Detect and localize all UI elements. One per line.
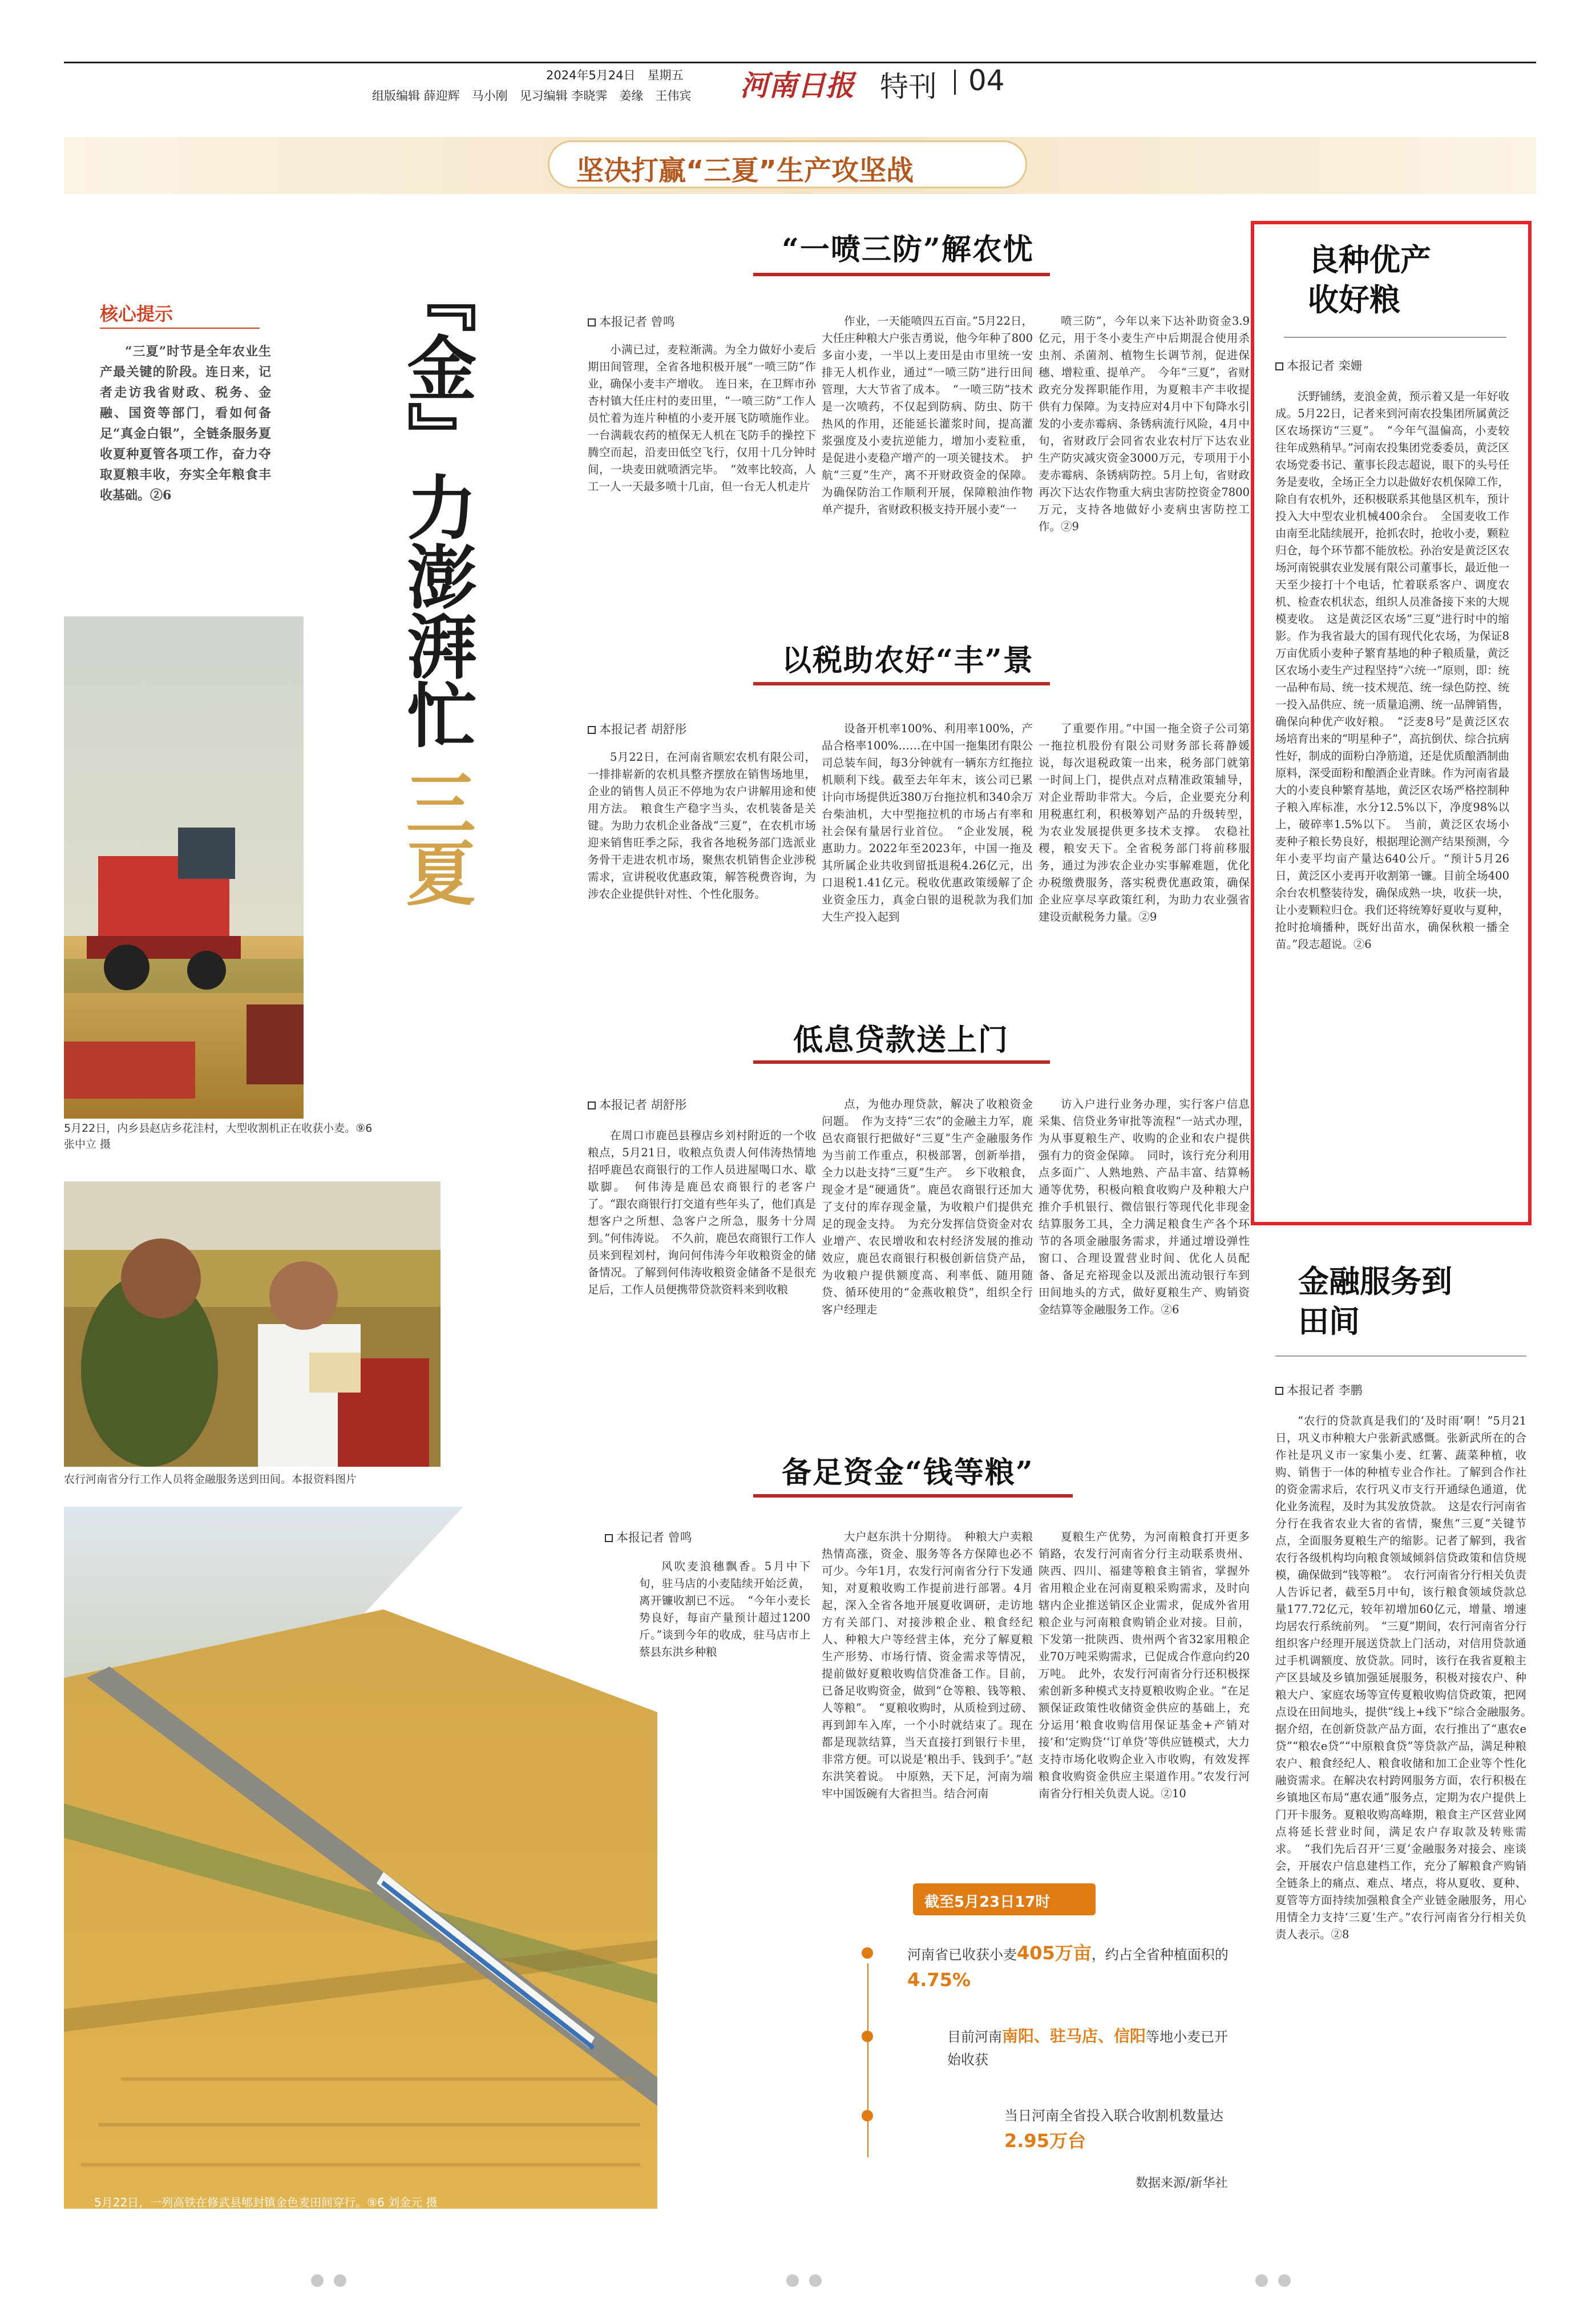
- article1-col1: 小满已过，麦粒渐满。为全力做好小麦后期田间管理，全省各地积极开展“一喷三防”作业，确保小麦丰产增收。 连日来，在卫辉市孙杏村镇大任庄村的麦田里，“一喷三防”工作人员忙着为连片种植的小麦开展飞防喷施作业。一台满载农药的植保无人机在飞防手的操控下腾空而起，沿麦田低空飞行，仅用十几分钟时间，一块麦田就喷洒完毕。 “效率比较高，人工一人一天最多喷十几亩，但一台无人机走片: [588, 343, 816, 493]
- article6-byline: 本报记者 李鹏: [1275, 1381, 1363, 1398]
- article2-byline: 本报记者 胡舒彤: [588, 720, 687, 737]
- article5-byline: 本报记者 栾姗: [1275, 357, 1363, 374]
- article2-col2: 设备开机率100%、利用率100%，产品合格率100%……在中国一拖集团有限公司总装车间，每3分钟就有一辆东方红拖拉机顺利下线。截至去年年末，该公司已累计向市场提供近380万台拖拉机和340余万台柴油机，大中型拖拉机的市场占有率和社会保有量居行业首位。 “企业发展，税惠助力。2022年至2023年，中国一拖及其所属企业共收到留抵退税4.26亿元，出口退税1.41亿元。税收优惠政策缓解了企业资金压力，真金白银的退税款为我们加大生产投入起到: [822, 722, 1033, 923]
- railway-photo: [64, 1507, 657, 2209]
- masthead-staff: 组版编辑 薛迎辉 马小刚 见习编辑 李晓霁 姜缘 王伟宾: [372, 89, 692, 103]
- core-tips-title: 核心提示: [100, 303, 173, 325]
- stats-item-2-post: 等地小麦已开始收获: [947, 2029, 1229, 2068]
- core-tips-rule: [100, 328, 260, 329]
- article5-title: 良种优产收好粮: [1308, 241, 1431, 318]
- stats-item-3: [867, 2103, 1244, 2155]
- stats-item-1-highlight2: 4.75%: [907, 1969, 971, 1991]
- railway-caption: 5月22日，一列高铁在修武县郇封镇金色麦田间穿行。⑨6 刘金元 摄: [94, 2196, 438, 2209]
- article3-col3: 访入户进行业务办理，实行客户信息采集、信贷业务审批等流程“一站式办理，为从事夏粮生产、收购的企业和农户提供强有力的资金保障。 同时，该行充分利用点多面广、人熟地熟、产品丰富、结算畅通等优势，积极向粮食收购户及种粮大户推介手机银行、微信银行等现代化非现金结算服务工具，全力满足粮食生产各个环节的各项金融服务需求，并通过增设弹性窗口、合理设置营业时间、优化人员配备、备足充裕现金以及派出流动银行车到田间地头的方式，做好夏粮生产、购销资金结算等金融服务工作。②6: [1039, 1097, 1250, 1316]
- banner-title: 坚决打赢“三夏”生产攻坚战: [576, 155, 914, 187]
- stats-item-1-highlight: 405万亩: [1017, 1942, 1092, 1964]
- pager-dot[interactable]: [809, 2274, 822, 2287]
- masthead: [64, 57, 1536, 114]
- stats-item-2: [867, 2025, 1233, 2071]
- farmers-caption: 农行河南省分行工作人员将金融服务送到田间。本报资料图片: [64, 1473, 357, 1486]
- pager-dot[interactable]: [1278, 2274, 1291, 2287]
- article6-body: “农行的贷款真是我们的‘及时雨’啊！”5月21日，巩义市种粮大户张新武感慨。张新武所在的合作社是巩义市一家集小麦、红薯、蔬菜种植，收购、销售于一体的种植专业合作社。了解到合作社的资金需求后，农行巩义市支行开通绿色通道，优化业务流程，及时为其发放贷款。 这是农行河南省分行在我省农业大省的省情，聚焦“三夏”关键节点，全面服务夏粮生产的缩影。记者了解到，我省农行各级机构均向粮食领域倾斜信贷政策和信贷规模，确保做到“钱等粮”。 农行河南省分行相关负责人告诉记者，截至5月中旬，该行粮食领域贷款总量177.72亿元，较年初增加60亿元，增量、增速均居农行系统前列。 “三夏”期间，农行河南省分行组织客户经理开展送贷款上门活动，对信用贷款通过手机调额度、放贷款。同时，该行在我省夏粮主产区县域及乡镇加强延展服务，积极对接农户、种粮大户、家庭农场等宣传夏粮收购信贷政策，把网点设在田间地头，提供“线上+线下”综合金融服务。 据介绍，在创新贷款产品方面，农行推出了“惠农e贷”“粮农e贷”“中原粮食贷”等贷款产品，满足种粮农户、粮食经纪人、粮食收储和加工企业等个性化融资需求。在解决农村跨网服务方面，农行积极在乡镇地区布局“惠农通”服务点，定期为农户提供上门开卡服务。夏粮收购高峰期，粮食主产区营业网点将延长营业时间，满足农户存取款及转账需求。 “我们先后召开‘三夏’金融服务对接会、座谈会，开展农户信息建档工作，充分了解粮食产购销全链条上的痛点、难点、堵点，将从夏收、夏种、夏管等方面持续加强粮食全产业链金融服务，用心用情全力支持‘三夏’生产。”农行河南省分行相关负责人表示。②8: [1275, 1414, 1538, 1941]
- article2-col1: 5月22日，在河南省顺宏农机有限公司，一排排崭新的农机具整齐摆放在销售场地里，企业的销售人员正不停地为农户讲解用途和使用方法。 粮食生产稳字当头，农机装备是关键。为助力农机企业备战“三夏”，在农机市场迎来销售旺季之际，我省各地税务部门选派业务骨干走进农机市场，聚焦农机销售企业涉税需求，宣讲税收优惠政策，解答税费咨询，为涉农企业提供针对性、个性化服务。: [588, 750, 816, 901]
- pager-dot[interactable]: [786, 2274, 799, 2287]
- stats-item-1: [867, 1940, 1233, 1994]
- article1-title: “一喷三防”解农忧: [782, 232, 1034, 267]
- article3-col2: 点，为他办理贷款，解决了收粮资金问题。 作为支持“三农”的金融主力军，鹿邑农商银行把做好“三夏”生产金融服务作为当前工作重点，积极部署，创新举措，全力以赴支持“三夏”生产。 乡下收粮食，现金才是“硬通货”。鹿邑农商银行还加大了支付的库存现金量，为收粮户们提供充足的现金支持。 为充分发挥信贷资金对农业增产、农民增收和农村经济发展的推动效应，鹿邑农商银行积极创新信贷产品，为收粮户提供额度高、利率低、随用随贷、循环使用的“金燕收粮贷”，组织全行客户经理走: [822, 1097, 1033, 1316]
- article4-title: 备足资金“钱等粮”: [782, 1455, 1034, 1490]
- article5-body: 沃野铺绣，麦浪金黄，预示着又是一年好收成。5月22日，记者来到河南农投集团所属黄泛区农场探访“三夏”。 “今年气温偏高，小麦较往年成熟稍早。”河南农投集团党委委员，黄泛区农场党委书记、董事长段志超说，眼下的头号任务是麦收，全场正全力以赴做好农机保障工作，除自有农机外，还积极联系其他垦区机车，预计投入大中型农业机械400余台。 全国麦收工作由南至北陆续展开，抢抓农时，抢收小麦，颗粒归仓，每个环节都不能放松。孙治安是黄泛区农场河南锐骐农业发展有限公司董事长，最近他一天至少接打十个电话，忙着联系客户、调度农机、检查农机状态，组织人员准备接下来的大规模麦收。 这是黄泛区农场“三夏”进行时中的缩影。作为我省最大的国有现代化农场，为保证8万亩优质小麦种子繁育基地的种子粮质量，黄泛区农场小麦生产过程坚持“六统一”原则，即：统一品种布局、统一技术规范、统一绿色防控、统一投入品供应、统一质量追溯、统一品牌销售，确保向种优产收好粮。 “泛麦8号”是黄泛区农场培育出来的“明星种子”，高抗倒伏、综合抗病性好，制成的面粉白净筋道，还是优质酿酒制曲原料，深受面粉和酿酒企业青睐。作为河南省最大的小麦良种繁育基地，黄泛区农场严格控制种子粮入库标准，水分12.5%以下，净度98%以上，破碎率1.5%以下。 当前，黄泛区农场小麦种子粮长势良好，根据理论测产结果预测，今年小麦平均亩产量达640公斤。“预计5月26日，黄泛区小麦再开收割第一镰。目前全场400余台农机整装待发，确保成熟一块，收获一块，让小麦颗粒归仓。我们还将统筹好夏收与夏种，抢时抢墒播种，既好出苗水，确保秋粮一播全苗。”段志超说。②6: [1275, 390, 1509, 951]
- article1-title-rule: [753, 273, 1050, 276]
- feature-title-accent: 三夏: [394, 768, 476, 907]
- article5-title-rule: [1284, 337, 1506, 338]
- article1-col2: 作业，一天能喷四五百亩。”5月22日，大任庄种粮大户张吉勇说，他今年种了800多亩小麦，一半以上麦田是由市里统一安排无人机作业，通过“一喷三防”进行田间管理，大大节省了成本。 “一喷三防”技术是一次喷药，不仅起到防病、防虫、防干热风的作用，还能延长灌浆时间，提高灌浆强度及小麦抗逆能力，增加小麦粒重，是促进小麦稳产增产的一项关键技术。 护航“三夏”生产，离不开财政资金的保障。为确保防治工作顺利开展，保障粮油作物单产提升，省财政积极支持开展小麦“一: [822, 314, 1033, 516]
- section-name: 特刊: [880, 70, 937, 103]
- core-tips-body: “三夏”时节是全年农业生产最关键的阶段。连日来，记者走访我省财政、税务、金融、国资等部门，看如何备足“真金白银”，全链条服务夏收夏种夏管各项工作，奋力夺取夏粮丰收，夯实全年粮食丰收基础。②6: [100, 344, 271, 503]
- article4-col3: 夏粮生产优势，为河南粮食打开更多销路，农发行河南省分行主动联系贵州、陕西、四川、福建等粮食主销省，掌握外省用粮企业在河南夏粮采购需求，及时向辖内企业推送销区企业需求，促成外省用粮企业与河南粮食购销企业对接。目前，下发第一批陕西、贵州两个省32家用粮企业70万吨采购需求，已促成合作意向约20万吨。 此外，农发行河南省分行还积极探索创新多种模式支持夏粮收购企业。“在足额保证政策性收储资金供应的基础上，充分运用‘粮食收购信用保证基金+产销对接’和‘定购贷’‘订单贷’等供应链模式，大力支持市场化收购企业入市收购，有效发挥粮食收购资金供应主渠道作用。”农发行河南省分行相关负责人说。②10: [1039, 1530, 1250, 1800]
- stats-item-1-post: ，约占全省种植面积的: [1091, 1947, 1229, 1963]
- stats-bullet: [862, 2031, 873, 2042]
- article4-col1: 风吹麦浪穗飘香。5月中下旬，驻马店的小麦陆续开始泛黄，离开镰收割已不远。 “今年小麦长势良好，每亩产量预计超过1200斤。”谈到今年的收成，驻马店市上蔡县东洪乡种粮: [639, 1560, 810, 1659]
- pager-dot[interactable]: [1255, 2274, 1268, 2287]
- article6-title-rule: [1275, 1355, 1526, 1357]
- stats-header: 截至5月23日17时: [924, 1894, 1050, 1911]
- stats-item-2-pre: 目前河南: [947, 2029, 1002, 2045]
- article3-col1: 在周口市鹿邑县穆店乡刘村附近的一个收粮点，5月21日，收粮点负责人何伟涛热情地招呼鹿邑农商银行的工作人员进屋喝口水、歇歇脚。 何伟涛是鹿邑农商银行的老客户了。“跟农商银行打交道有些年头了，他们真是想客户之所想、急客户之所急，服务十分周到。”何伟涛说。 不久前，鹿邑农商银行工作人员来到程刘村，询问何伟涛今年收粮资金的储备情况。了解到何伟涛收粮资金储备不是很充足后，工作人员便携带贷款资料来到收粮: [588, 1129, 816, 1296]
- stats-bullet: [862, 2110, 873, 2121]
- article1-col3: 喷三防”，今年以来下达补助资金3.9亿元，用于冬小麦生产中后期混合使用杀虫剂、杀菌剂、植物生长调节剂，促进保穗、增粒重、提单产。 今年“三夏”，省财政充分发挥职能作用，为夏粮丰产丰收提供有力保障。为支持应对4月中下旬降水引发的小麦赤霉病、条锈病流行风险，4月中旬，省财政厅会同省农业农村厅下达农业生产防灾减灾资金3000万元，专项用于小麦赤霉病、条锈病防控。5月上旬，省财政再次下达农作物重大病虫害防控资金7800万元，支持各地做好小麦病虫害防控工作。②9: [1039, 314, 1250, 533]
- pager-dot[interactable]: [311, 2274, 324, 2287]
- farmers-illustration: [64, 1181, 441, 1467]
- railway-illustration: [64, 1507, 657, 2209]
- feature-title-main: 『金』力澎湃: [395, 263, 478, 680]
- masthead-date: 2024年5月24日 星期五: [546, 68, 684, 82]
- article4-title-rule: [753, 1494, 1073, 1498]
- article4-byline: 本报记者 曾鸣: [605, 1528, 692, 1546]
- pager-dot[interactable]: [334, 2274, 346, 2287]
- article3-title-rule: [753, 1060, 1050, 1064]
- stats-item-3-highlight: 2.95万台: [1004, 2130, 1086, 2152]
- stats-item-1-pre: 河南省已收获小麦: [907, 1947, 1017, 1963]
- stats-item-3-pre: 当日河南全省投入联合收割机数量达: [1004, 2108, 1223, 2124]
- harvester-photo: [64, 616, 304, 1119]
- stats-bullet: [862, 1947, 873, 1959]
- harvester-caption: 5月22日，内乡县赵店乡花洼村，大型收割机正在收获小麦。⑨6 张中立 摄: [64, 1122, 373, 1151]
- page-number: 04: [968, 64, 1005, 97]
- stats-item-2-highlight: 南阳、驻马店、信阳: [1002, 2027, 1146, 2045]
- article2-title: 以税助农好“丰”景: [782, 643, 1034, 678]
- article1-byline: 本报记者 曾鸣: [588, 313, 675, 330]
- stats-source: 数据来源/新华社: [1136, 2176, 1228, 2190]
- article2-col3: 了重要作用。”中国一拖全资子公司第一拖拉机股份有限公司财务部长蒋静媛说，每次退税政策一出来，税务部门就第一时间上门，提供点对点精准政策辅导，对企业帮助非常大。今后，企业要充分利用税惠红利，积极筹划产品的升级转型，为农业发展提供更多技术支撑。 农稳社稷，粮安天下。全省税务部门将前移服务，通过为涉农企业办实事解难题，优化办税缴费服务，落实税费优惠政策，确保企业应享尽享政策红利，为助力农业强省建设贡献税务力量。②9: [1039, 722, 1250, 923]
- article3-title: 低息贷款送上门: [793, 1023, 1009, 1058]
- farmers-photo: [64, 1181, 441, 1467]
- harvester-illustration: [64, 616, 304, 1119]
- article4-col2: 大户赵东洪十分期待。 种粮大户卖粮热情高涨，资金、服务等各方保障也必不可少。今年1月，农发行河南省分行下发通知，对夏粮收购工作提前进行部署。4月起，深入全省各地开展夏收调研，走访地方有关部门、对接涉粮企业、粮食经纪人、种粮大户等经营主体，充分了解夏粮生产形势、市场行情、资金需求等情况，提前做好夏粮收购信贷准备工作。目前，已备足收购资金，做到“仓等粮、钱等粮、人等粮”。 “夏粮收购时，从质检到过磅、再到卸车入库，一个小时就结束了。现在都是现款结算，当天直接打到银行卡里，非常方便。可以说是‘粮出手、钱到手’。”赵东洪笑着说。 中原熟，天下足，河南为端牢中国饭碗有大省担当。结合河南: [822, 1530, 1033, 1800]
- article6-title: 金融服务到田间: [1298, 1263, 1452, 1339]
- paper-logo: 河南日报: [740, 68, 854, 102]
- feature-title-mid: 忙: [395, 679, 478, 749]
- section-divider: [954, 70, 956, 95]
- article2-title-rule: [753, 682, 1050, 685]
- article3-byline: 本报记者 胡舒彤: [588, 1096, 687, 1113]
